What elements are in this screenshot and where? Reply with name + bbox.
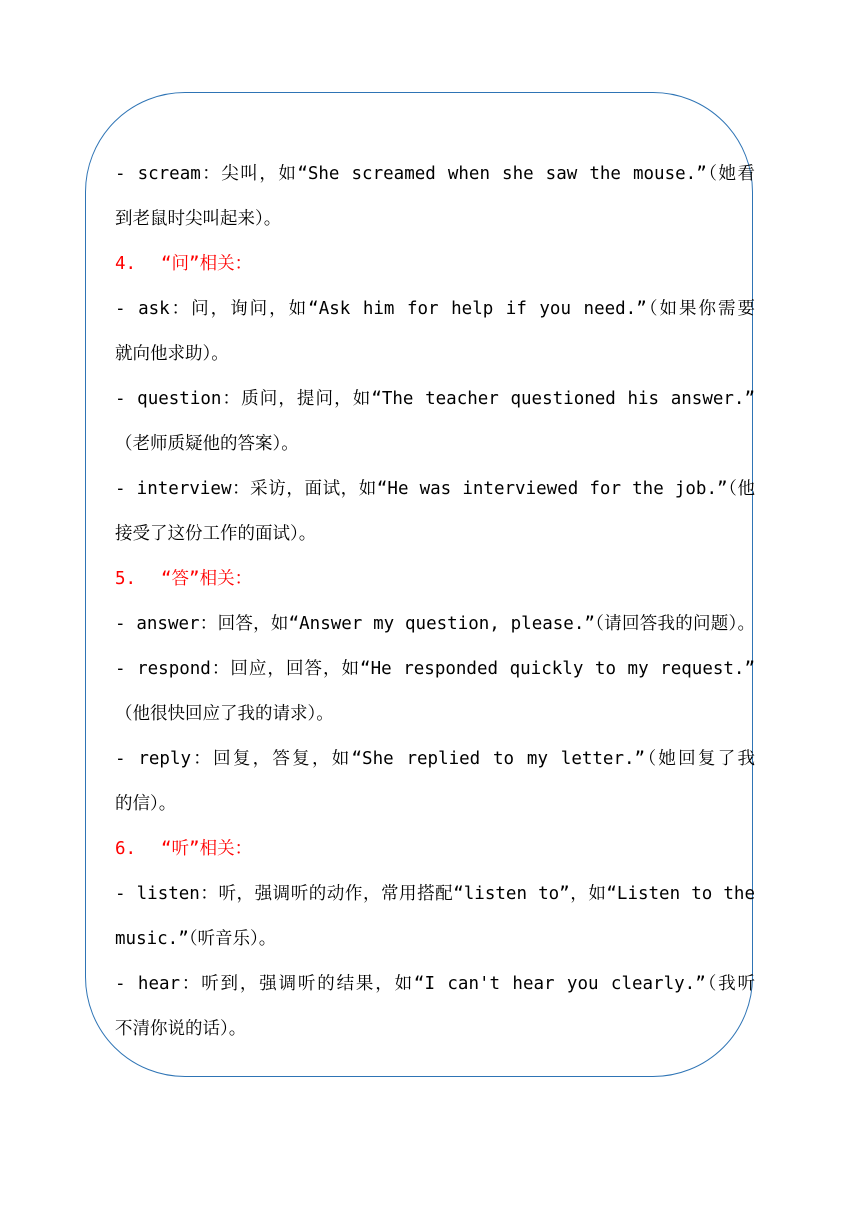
- document-body: [115, 152, 755, 1052]
- section-title: “问”相关：: [161, 254, 253, 274]
- text-line: 的信）。: [115, 794, 177, 814]
- section-heading: [115, 557, 755, 602]
- section-title: “听”相关：: [161, 839, 253, 859]
- text-line: - reply：回复，答复，如“She replied to my letter.”（她回复了我: [115, 749, 755, 769]
- section-number: 5.: [115, 569, 137, 589]
- text-line: 就向他求助）。: [115, 344, 229, 364]
- section-number: 6.: [115, 839, 137, 859]
- text-line: （老师质疑他的答案）。: [115, 434, 299, 454]
- text-line: 不清你说的话）。: [115, 1019, 247, 1039]
- text-line: - listen：听，强调听的动作，常用搭配“listen to”，如“Listen to the: [115, 884, 755, 904]
- text-line: - answer：回答，如“Answer my question, please.”（请回答我的问题）。: [115, 614, 755, 634]
- text-line: - ask：问，询问，如“Ask him for help if you need.”（如果你需要: [115, 299, 755, 319]
- section-heading: [115, 242, 755, 287]
- text-line: - scream：尖叫，如“She screamed when she saw the mouse.”（她看: [115, 164, 755, 184]
- text-line: 接受了这份工作的面试）。: [115, 524, 317, 544]
- section-title: “答”相关：: [161, 569, 253, 589]
- text-line: - interview：采访，面试，如“He was interviewed for the job.”（他: [115, 479, 755, 499]
- text-line: - respond：回应，回答，如“He responded quickly to my request.”: [115, 659, 755, 679]
- text-line: - question：质问，提问，如“The teacher questioned his answer.”: [115, 389, 755, 409]
- section-heading: [115, 827, 755, 872]
- section-number: 4.: [115, 254, 137, 274]
- text-line: - hear：听到，强调听的结果，如“I can't hear you clearly.”（我听: [115, 974, 755, 994]
- text-line: music.”（听音乐）。: [115, 929, 277, 949]
- text-line: （他很快回应了我的请求）。: [115, 704, 334, 724]
- text-line: 到老鼠时尖叫起来）。: [115, 209, 282, 229]
